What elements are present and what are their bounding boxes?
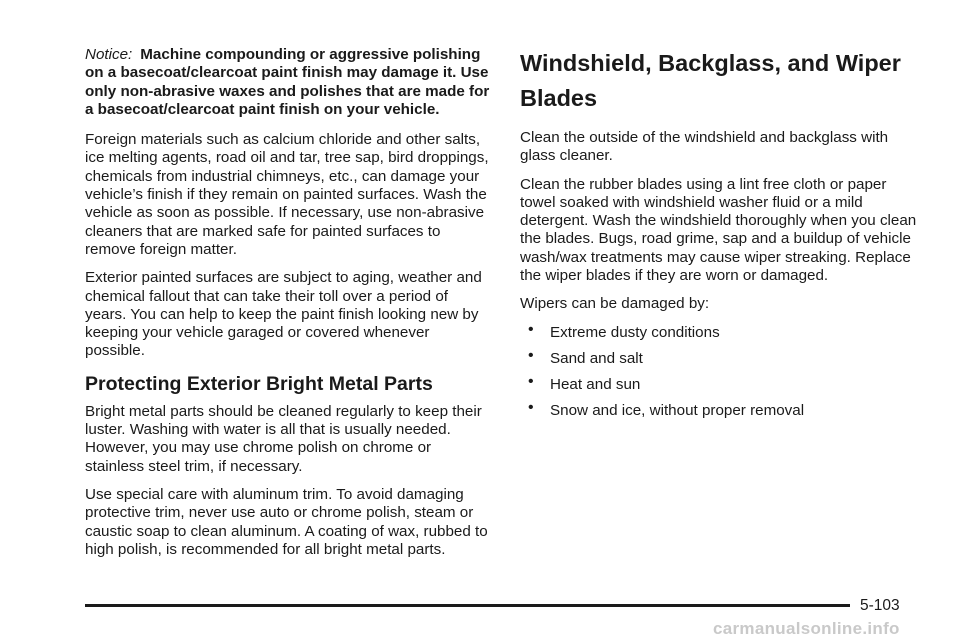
wipers-damaged-intro: Wipers can be damaged by:: [520, 295, 710, 313]
list-item: • Heat and sun: [528, 376, 925, 394]
left-column: [85, 46, 493, 569]
footer-rule: [85, 604, 850, 607]
rubber-blades-paragraph: Clean the rubber blades using a lint free cloth or paper towel soaked with windshield washer fluid or a mild detergent. Wash the windshield thoroughly when you clean the blades. Bugs, road grime, sap and a buildup of vehicle wash/wax treatments may cause wiper streaking. Replace the wiper blades if they are worn or damaged.: [520, 175, 917, 285]
notice-paragraph: [85, 46, 493, 119]
list-item: • Extreme dusty conditions: [528, 324, 925, 342]
glass-cleaner-paragraph: Clean the outside of the windshield and backglass with glass cleaner.: [520, 129, 889, 165]
watermark-text: carmanualsonline.info: [713, 619, 900, 638]
foreign-materials-paragraph: Foreign materials such as calcium chloride and other salts, ice melting agents, road oil and tar, tree sap, bird droppings, chemicals from industrial chimneys, etc., can damage your vehicle’s finish if they remain on painted surfaces. Wash the vehicle as soon as possible. If necessary, use non-abrasive cleaners that are marked safe for painted surfaces to remove foreign matter.: [85, 131, 489, 258]
page-number: 5-103: [860, 597, 900, 614]
exterior-aging-paragraph: Exterior painted surfaces are subject to aging, weather and chemical fallout that can take their toll over a period of years. You can help to keep the paint finish looking new by keeping your vehicle garaged or covered whenever possible.: [85, 269, 482, 360]
windshield-heading: Windshield, Backglass, and Wiper Blades: [520, 50, 901, 111]
bright-metal-paragraph: Bright metal parts should be cleaned regularly to keep their luster. Washing with water is all that is usually needed. However, you may use chrome polish on chrome or stainless steel trim, if necessary.: [85, 402, 482, 475]
right-column: [520, 46, 925, 428]
notice-lead: Notice:: [85, 46, 133, 63]
bright-metal-heading: Protecting Exterior Bright Metal Parts: [85, 372, 433, 395]
wiper-damage-list: [520, 324, 925, 420]
list-item: • Sand and salt: [528, 350, 925, 368]
notice-body: Machine compounding or aggressive polishing on a basecoat/clearcoat paint finish may damage it. Use only non-abrasive waxes and polishes that are made for a basecoat/clearcoat paint finish on your vehicle.: [85, 46, 490, 118]
aluminum-trim-paragraph: Use special care with aluminum trim. To avoid damaging protective trim, never use auto or chrome polish, steam or caustic soap to clean aluminum. A coating of wax, rubbed to high polish, is recommended for all bright metal parts.: [85, 485, 488, 558]
list-item: • Snow and ice, without proper removal: [528, 402, 925, 420]
